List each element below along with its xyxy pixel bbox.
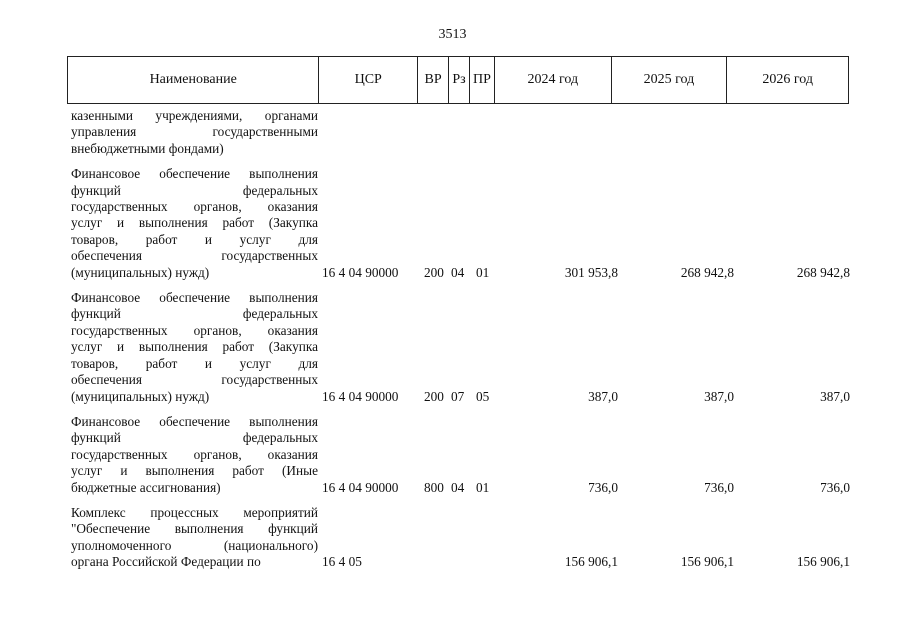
cell-2025: 156 906,1: [680, 554, 734, 570]
cell-2024: 156 906,1: [564, 554, 618, 570]
cell-vr: 200: [424, 388, 444, 404]
row-name-line: государственных органов, оказания: [71, 446, 318, 462]
cell-2026: 156 906,1: [796, 554, 850, 570]
row-name-line: Финансовое обеспечение выполнения: [71, 290, 318, 306]
cell-2024: 387,0: [588, 388, 618, 404]
row-name-line: казенными учреждениями, органами: [71, 108, 318, 123]
row-name-line: услуг и выполнения работ (Закупка: [71, 339, 318, 355]
column-header-rz: Рз: [449, 57, 470, 103]
cell-2026: 736,0: [820, 479, 850, 495]
table-header: [67, 56, 849, 104]
column-header-csr: ЦСР: [319, 57, 418, 103]
row-name-line: Финансовое обеспечение выполнения: [71, 413, 318, 429]
row-name-line: услуг и выполнения работ (Иные: [71, 463, 318, 479]
cell-2026: 268 942,8: [796, 264, 850, 280]
row-name-line: "Обеспечение выполнения функций: [71, 521, 318, 537]
column-header-name: Наименование: [68, 57, 319, 103]
row-values: [71, 141, 851, 157]
row-name-line: государственных органов, оказания: [71, 199, 318, 215]
table-body: [71, 108, 851, 580]
table-row: [71, 108, 851, 157]
row-name-line: Комплекс процессных мероприятий: [71, 504, 318, 520]
row-name-line: бюджетные ассигнования): [71, 479, 221, 495]
cell-pr: 01: [476, 264, 490, 280]
row-values: [71, 554, 851, 570]
row-values: [71, 389, 851, 405]
cell-2024: 736,0: [588, 479, 618, 495]
cell-pr: 05: [476, 388, 490, 404]
column-header-vr: ВР: [418, 57, 449, 103]
column-header-2026: 2026 год: [762, 72, 813, 87]
row-name-line: органа Российской Федерации по: [71, 554, 261, 570]
cell-csr: 16 4 04 90000: [322, 479, 399, 495]
cell-2025: 387,0: [704, 388, 734, 404]
column-header-2024: 2024 год: [495, 57, 612, 103]
table-row: [71, 290, 851, 405]
row-name-line: функций федеральных: [71, 182, 318, 198]
row-name-line: Финансовое обеспечение выполнения: [71, 166, 318, 182]
row-name-line: уполномоченного (национального): [71, 537, 318, 553]
row-name-line: управления государственными: [71, 124, 318, 140]
row-name-line: функций федеральных: [71, 306, 318, 322]
table-row: [71, 166, 851, 281]
cell-2025: 268 942,8: [680, 264, 734, 280]
row-name-line: товаров, работ и услуг для: [71, 231, 318, 247]
cell-2026: 387,0: [820, 388, 850, 404]
cell-pr: 01: [476, 479, 490, 495]
table-row: [71, 505, 851, 571]
row-name-line: товаров, работ и услуг для: [71, 355, 318, 371]
row-name-line: (муниципальных) нужд): [71, 388, 210, 404]
cell-rz: 04: [451, 264, 465, 280]
cell-2025: 736,0: [704, 479, 734, 495]
row-values: [71, 480, 851, 496]
row-name-line: государственных органов, оказания: [71, 322, 318, 338]
page-number: 3513: [438, 27, 467, 42]
row-name-line: (муниципальных) нужд): [71, 264, 210, 280]
row-name-line: функций федеральных: [71, 430, 318, 446]
row-name-line: внебюджетными фондами): [71, 140, 224, 156]
row-name-line: обеспечения государственных: [71, 372, 318, 388]
cell-csr: 16 4 04 90000: [322, 388, 399, 404]
row-name-line: обеспечения государственных: [71, 248, 318, 264]
cell-rz: 04: [451, 479, 465, 495]
column-header-2025: 2025 год: [612, 57, 728, 103]
row-values: [71, 265, 851, 281]
cell-vr: 200: [424, 264, 444, 280]
cell-csr: 16 4 05: [322, 554, 362, 570]
row-name-line: услуг и выполнения работ (Закупка: [71, 215, 318, 231]
cell-2024: 301 953,8: [564, 264, 618, 280]
cell-rz: 07: [451, 388, 465, 404]
cell-vr: 800: [424, 479, 444, 495]
cell-csr: 16 4 04 90000: [322, 264, 399, 280]
table-row: [71, 414, 851, 496]
column-header-pr: ПР: [470, 57, 495, 103]
